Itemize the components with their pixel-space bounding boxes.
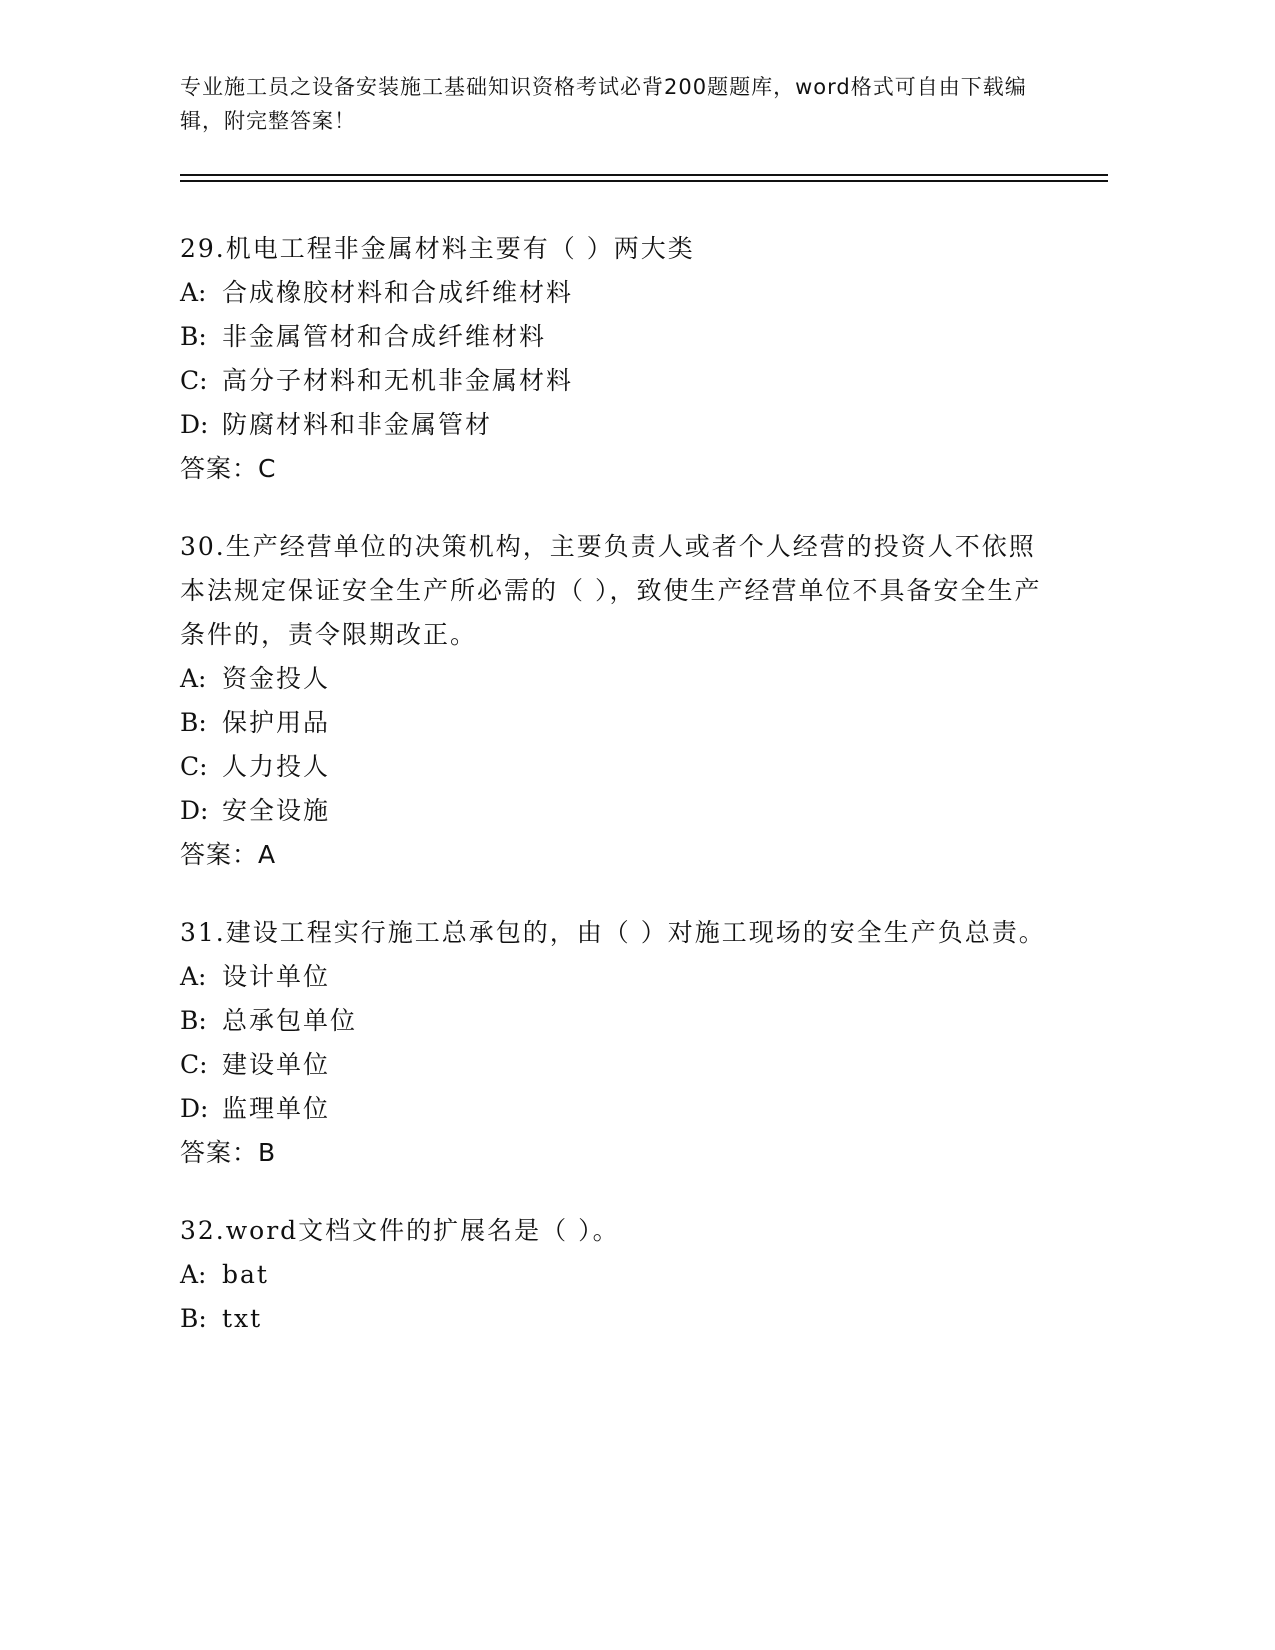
option-text: 人力投人 [222,752,331,781]
option-letter: A: [180,1260,207,1289]
option-letter: D: [180,410,209,439]
option-letter: A: [180,962,207,991]
option-c [180,359,1060,403]
option-letter: B: [180,1006,207,1035]
option-text: 防腐材料和非金属管材 [222,410,493,439]
answer-line: 答案：B [180,1138,277,1167]
question-stem: 32.word文档文件的扩展名是（ ）。 [180,1216,620,1245]
option-letter: A: [180,664,207,693]
option-letter: D: [180,796,209,825]
option-b [180,315,1060,359]
option-d [180,1087,1060,1131]
option-letter: C: [180,1050,208,1079]
option-letter: D: [180,1094,209,1123]
option-text: 合成橡胶材料和合成纤维材料 [222,278,574,307]
option-text: 监理单位 [222,1094,331,1123]
header-rule-bottom [180,180,1108,182]
option-letter: B: [180,708,207,737]
header-rule-top [180,174,1108,176]
option-a [180,1253,1060,1297]
option-text: 高分子材料和无机非金属材料 [222,366,574,395]
option-b [180,701,1060,745]
option-letter: C: [180,752,208,781]
question-31 [180,911,1060,1175]
option-a [180,955,1060,999]
option-a [180,657,1060,701]
option-letter: B: [180,1304,207,1333]
option-b [180,1297,1060,1341]
option-text: bat [222,1260,269,1289]
question-30 [180,525,1060,877]
option-letter: A: [180,278,207,307]
option-text: 保护用品 [222,708,331,737]
question-stem: 31.建设工程实行施工总承包的，由（ ）对施工现场的安全生产负总责。 [180,918,1046,947]
option-d [180,403,1060,447]
question-stem: 30.生产经营单位的决策机构，主要负责人或者个人经营的投资人不依照本法规定保证安全生产所必需的（ ），致使生产经营单位不具备安全生产条件的，责令限期改正。 [180,532,1042,649]
answer-line: 答案：C [180,454,277,483]
question-stem: 29.机电工程非金属材料主要有（ ）两大类 [180,234,695,263]
option-letter: C: [180,366,208,395]
option-text: 建设单位 [222,1050,331,1079]
option-c [180,745,1060,789]
option-d [180,789,1060,833]
option-letter: B: [180,322,207,351]
option-c [180,1043,1060,1087]
option-text: 总承包单位 [222,1006,358,1035]
option-text: txt [222,1304,263,1333]
question-32 [180,1209,1060,1341]
option-a [180,271,1060,315]
option-text: 非金属管材和合成纤维材料 [222,322,547,351]
answer-line: 答案：A [180,840,277,869]
question-list [180,227,1060,1375]
option-b [180,999,1060,1043]
document-header: 专业施工员之设备安装施工基础知识资格考试必背200题题库，word格式可自由下载编辑，附完整答案！ [180,75,1027,133]
question-29 [180,227,1060,491]
option-text: 设计单位 [222,962,331,991]
option-text: 资金投人 [222,664,331,693]
option-text: 安全设施 [222,796,331,825]
